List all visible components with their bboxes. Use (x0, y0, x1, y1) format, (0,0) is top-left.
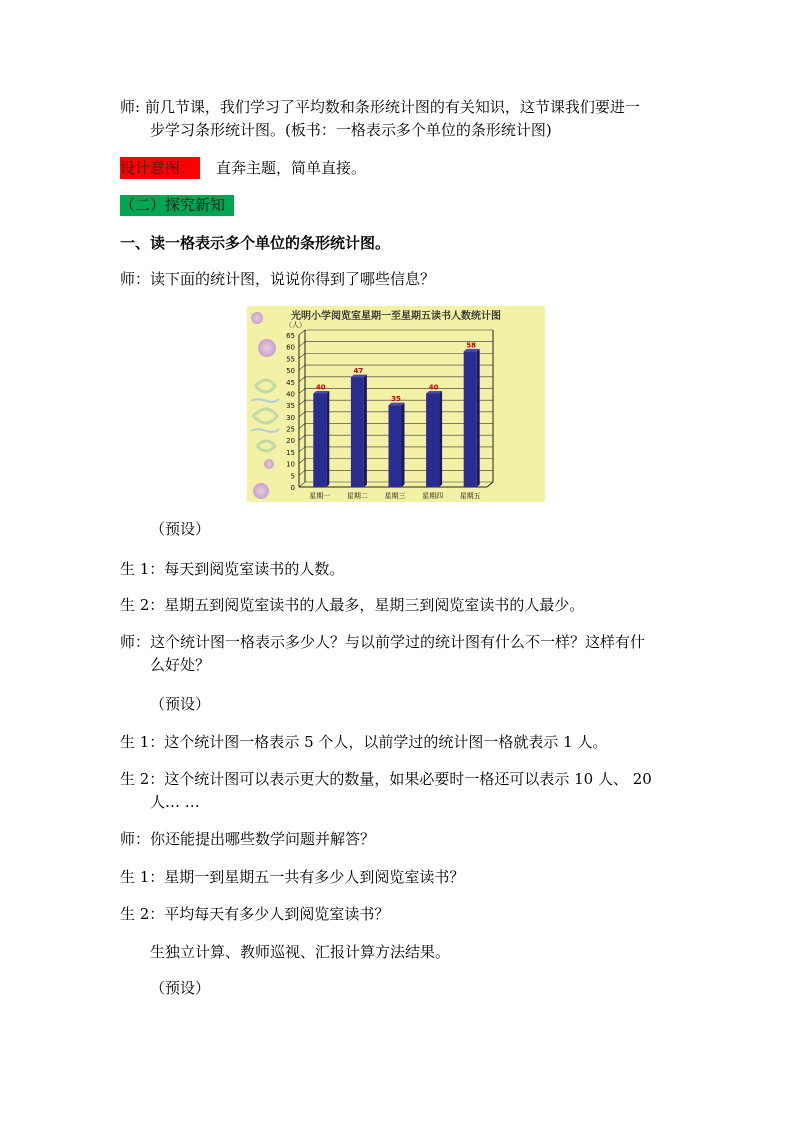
teacher-question-2-line-1: 师：这个统计图一格表示多少人？与以前学过的统计图有什么不一样？这样有什 (120, 633, 646, 651)
student-2-answer-1: 生 2：星期五到阅览室读书的人最多，星期三到阅览室读书的人最少。 (120, 596, 585, 614)
y-tick-label: 50 (286, 367, 295, 376)
x-tick-label: 星期二 (346, 492, 368, 500)
x-tick-label: 星期三 (384, 492, 406, 500)
preset-note-3: （预设） (150, 979, 211, 997)
student-1-question: 生 1：星期一到星期五一共有多少人到阅览室读书？ (120, 868, 465, 886)
design-intent-label: 设计意图： (120, 157, 200, 179)
y-tick-label: 20 (286, 437, 295, 446)
student-1-answer-2: 生 1：这个统计图一格表示 5 个人，以前学过的统计图一格就表示 1 人。 (120, 733, 608, 751)
student-2-question: 生 2：平均每天有多少人到阅览室读书？ (120, 905, 390, 923)
intro-line-2: 步学习条形统计图。(板书：一格表示多个单位的条形统计图) (150, 121, 552, 139)
y-tick-label: 0 (290, 484, 295, 492)
data-label: 47 (353, 367, 364, 376)
intro-line-1: 师: 前几节课，我们学习了平均数和条形统计图的有关知识，这节课我们要进一 (120, 98, 640, 116)
activity-note: 生独立计算、教师巡视、汇报计算方法结果。 (150, 943, 451, 961)
bar-side (402, 403, 405, 487)
bar-2 (351, 377, 364, 487)
bar-chart (247, 306, 545, 502)
design-intent-text: 直奔主题，简单直接。 (216, 159, 367, 177)
x-tick-label: 星期一 (309, 492, 331, 500)
y-tick-label: 25 (286, 425, 295, 434)
y-tick-label: 40 (286, 390, 295, 399)
bar-side (477, 349, 480, 487)
y-tick-label: 30 (286, 413, 295, 422)
section-heading: 一、读一格表示多个单位的条形统计图。 (120, 234, 391, 252)
x-tick-label: 星期五 (459, 492, 481, 500)
intro-paragraph (120, 96, 680, 142)
bar-side (364, 375, 367, 487)
bar-side (326, 391, 329, 487)
teacher-question-2 (120, 631, 680, 677)
y-tick-label: 60 (286, 343, 295, 352)
y-tick-label: 5 (290, 472, 295, 481)
preset-note-1: （预设） (150, 520, 211, 538)
student-2-answer-2-line-2: 人… … (150, 793, 200, 811)
y-tick-label: 10 (286, 460, 295, 469)
x-tick-label: 星期四 (422, 492, 444, 500)
y-tick-label: 35 (286, 402, 295, 411)
y-tick-label: 45 (286, 378, 295, 387)
bar-4 (426, 393, 439, 487)
teacher-prompt: 师：读下面的统计图，说说你得到了哪些信息？ (120, 270, 436, 288)
y-axis-label: （人） (285, 321, 306, 329)
chart-title: 光明小学阅览室星期一至星期五读书人数统计图 (291, 311, 501, 322)
data-label: 35 (391, 395, 401, 404)
data-label: 40 (428, 383, 439, 392)
bar-1 (313, 393, 326, 487)
student-2-answer-2-line-1: 生 2：这个统计图可以表示更大的数量，如果必要时一格还可以表示 10 人、 20 (120, 770, 652, 788)
bar-3 (389, 405, 402, 487)
bar-chart-figure (247, 306, 545, 502)
data-label: 58 (466, 341, 477, 350)
y-tick-label: 55 (286, 355, 295, 364)
teacher-question-2-line-2: 么好处？ (150, 656, 211, 674)
section-tag: （二）探究新知 (120, 195, 234, 216)
student-1-answer-1: 生 1：每天到阅览室读书的人数。 (120, 560, 345, 578)
data-label: 40 (315, 383, 326, 392)
teacher-question-3: 师：你还能提出哪些数学问题并解答？ (120, 830, 376, 848)
bar-5 (464, 351, 477, 487)
student-2-answer-2 (120, 768, 680, 814)
y-tick-label: 15 (286, 448, 295, 457)
bar-side (439, 391, 442, 487)
preset-note-2: （预设） (150, 695, 211, 713)
y-tick-label: 65 (286, 332, 295, 340)
